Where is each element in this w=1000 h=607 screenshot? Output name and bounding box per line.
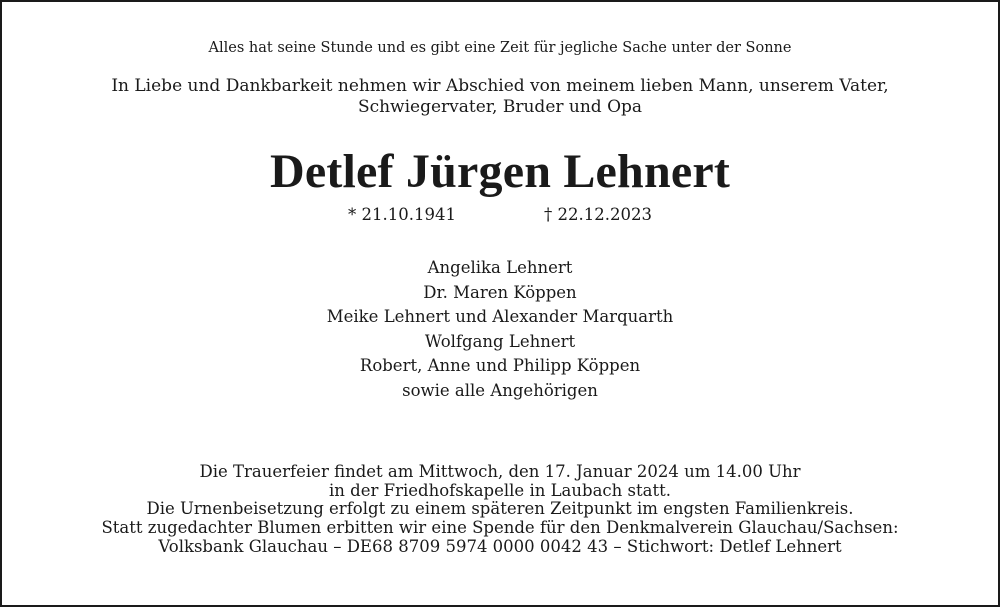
info-line: Statt zugedachter Blumen erbitten wir eine Spende für den Denkmalverein Glauchau/Sachsen:	[101, 518, 899, 538]
info-line: Die Trauerfeier findet am Mittwoch, den 17. Januar 2024 um 14.00 Uhr	[199, 462, 801, 481]
intro-line: In Liebe und Dankbarkeit nehmen wir Abschied von meinem lieben Mann, unserem Vater,	[111, 76, 889, 96]
life-dates	[2, 205, 998, 224]
mourner-name: sowie alle Angehörigen	[402, 380, 598, 400]
mourner-name: Wolfgang Lehnert	[424, 331, 576, 351]
info-line: Volksbank Glauchau – DE68 8709 5974 0000 0042 43 – Stichwort: Detlef Lehnert	[158, 536, 842, 556]
birth-date: * 21.10.1941	[348, 205, 456, 224]
info-line: in der Friedhofskapelle in Laubach statt.	[329, 480, 671, 500]
info-line: Die Urnenbeisetzung erfolgt zu einem späteren Zeitpunkt im engsten Familienkreis.	[146, 499, 854, 519]
intro-text	[2, 76, 998, 118]
death-date: † 22.12.2023	[544, 205, 652, 224]
funeral-info	[2, 463, 998, 557]
intro-line: Schwiegervater, Bruder und Opa	[357, 97, 643, 117]
deceased-name: Detlef Jürgen Lehnert	[269, 145, 731, 198]
mourner-name: Robert, Anne und Philipp Köppen	[359, 356, 641, 376]
mourner-name: Dr. Maren Köppen	[423, 282, 577, 302]
mourners-list	[2, 256, 998, 404]
mourner-name: Meike Lehnert und Alexander Marquarth	[326, 307, 674, 327]
mourner-name: Angelika Lehnert	[427, 258, 573, 277]
motto-text: Alles hat seine Stunde und es gibt eine Zeit für jegliche Sache unter der Sonne	[208, 40, 792, 56]
